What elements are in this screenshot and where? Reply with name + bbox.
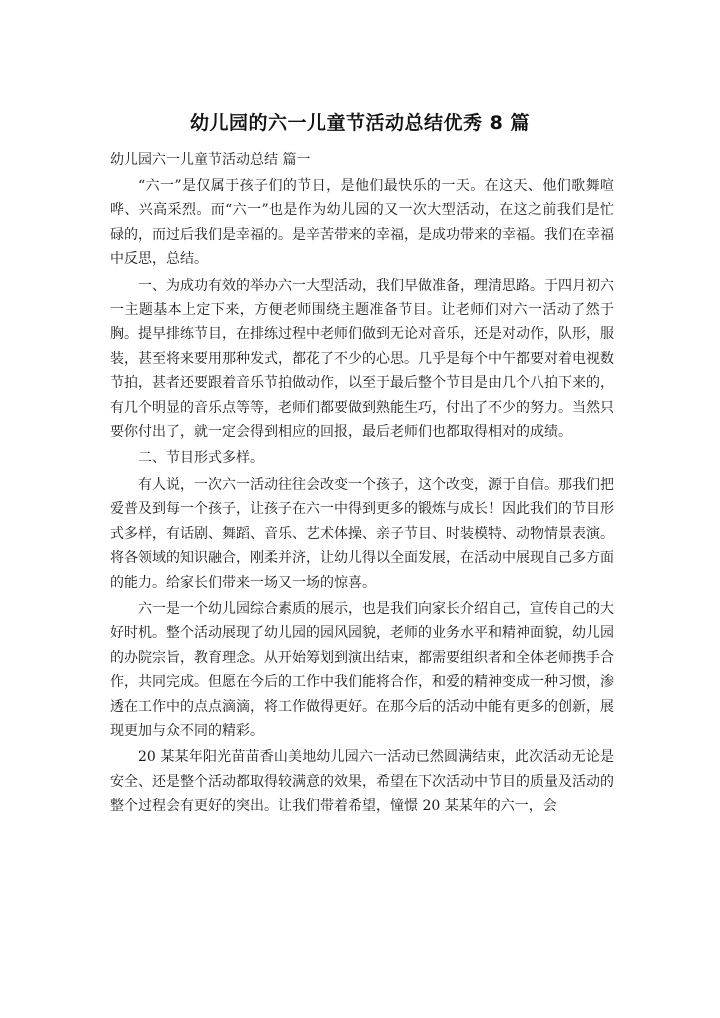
document-body (110, 148, 614, 821)
paragraph-showcase: 六一是一个幼儿园综合素质的展示，也是我们向家长介绍自己，宣传自己的大好时机。整个活动展现了幼儿园的园风园貌，老师的业务水平和精神面貌，幼儿园的办院宗旨，教育理念。从开始筹划到演出结束，都需要组织者和全体老师携手合作，共同完成。但愿在今后的工作中我们能将合作，和爱的精神变成一种习惯，渗透在工作中的点点滴滴，将工作做得更好。在那今后的活动中能有更多的创新，展现更加与众不同的精彩。 (110, 600, 614, 739)
paragraph-program-forms: 有人说，一次六一活动往往会改变一个孩子，这个改变，源于自信。那我们把爱普及到每一个孩子，让孩子在六一中得到更多的锻炼与成长！因此我们的节目形式多样，有话剧、舞蹈、音乐、艺术体操、亲子节目、时装模特、动物情景表演。将各领域的知识融合，刚柔并济，让幼儿得以全面发展，在活动中展现自己多方面的能力。给家长们带来一场又一场的惊喜。 (110, 476, 614, 591)
paragraph-section-two-heading: 二、节目形式多样。 (138, 450, 264, 467)
document-title: 幼儿园的六一儿童节活动总结优秀 8 篇 (190, 112, 530, 134)
paragraph-conclusion: 20 某某年阳光苗苗香山美地幼儿园六一活动已然圆满结束，此次活动无论是安全、还是整个活动都取得较满意的效果，希望在下次活动中节目的质量及活动的整个过程会有更好的突出。让我们带着希望，憧憬 20 某某年的六一，会 (110, 749, 614, 815)
section-heading: 幼儿园六一儿童节活动总结 篇一 (110, 152, 311, 168)
paragraph-preparation: 一、为成功有效的举办六一大型活动，我们早做准备，理清思路。于四月初六一主题基本上定下来，方便老师围绕主题准备节目。让老师们对六一活动了然于胸。提早排练节目，在排练过程中老师们做到无论对音乐，还是对动作，队形，服装，甚至将来要用那种发式，都花了不少的心思。几乎是每个中午都要对着电视数节拍，甚者还要跟着音乐节拍做动作，以至于最后整个节目是由几个八拍下来的，有几个明显的音乐点等等，老师们都要做到熟能生巧，付出了不少的努力。当然只要你付出了，就一定会得到相应的回报，最后老师们也都取得相对的成绩。 (110, 277, 614, 441)
paragraph-intro: “六一”是仅属于孩子们的节日，是他们最快乐的一天。在这天、他们歌舞喧哗、兴高采烈。而“六一”也是作为幼儿园的又一次大型活动，在这之前我们是忙碌的，而过后我们是幸福的。是辛苦带来的幸福，是成功带来的幸福。我们在幸福中反思，总结。 (110, 178, 614, 268)
